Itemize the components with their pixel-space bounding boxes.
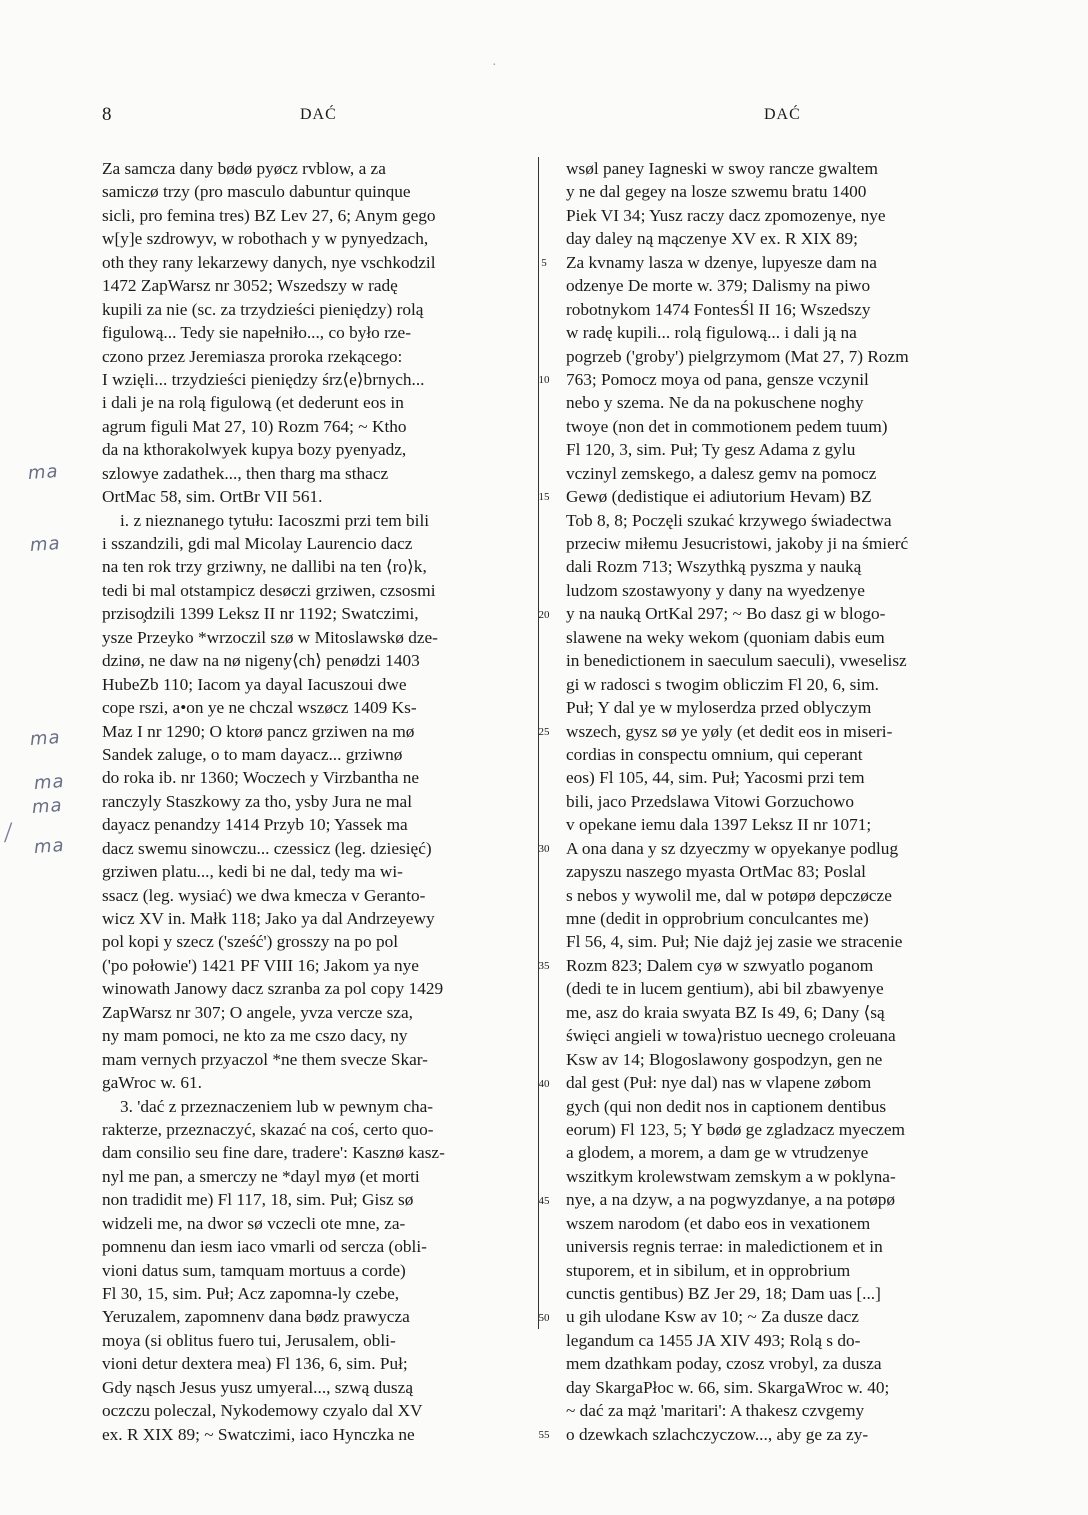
- text-line: Gewø (dedistique ei adiutorium Hevam) BZ: [566, 487, 872, 507]
- text-line: o dzewkach szlachczyczow..., aby ge za zy-: [566, 1424, 869, 1444]
- text-line: (dedi te in lucem gentium), abi bil zbawyenye: [566, 979, 884, 999]
- text-line: stuporem, et in sibilum, et in opprobrium: [566, 1260, 851, 1280]
- text-line: vczinyl zemskego, a dalesz gemv na pomocz: [566, 463, 877, 483]
- text-line: ~ dać za mąż 'maritari': A thakesz czvgemy: [566, 1401, 865, 1421]
- text-line: wsøl paney Iagneski w swoy rancze gwaltem: [566, 159, 878, 178]
- text-line: winowath Janowy dacz szranba za pol copy 1429: [102, 979, 444, 999]
- text-line: dali Rozm 713; Wszythką pyszma y nauką: [566, 557, 862, 577]
- handwritten-note: ma: [29, 532, 62, 557]
- left-column: [102, 157, 527, 1446]
- text-line: dayacz penandzy 1414 Przyb 10; Yassek ma: [102, 815, 408, 835]
- text-line: Za samcza dany bødø pyøcz rvblow, a za: [102, 159, 386, 178]
- line-number: 10: [538, 374, 550, 387]
- text-line: s nebos y wywolil me, dal w potøpø depczøcze: [566, 885, 892, 905]
- text-line: y ne dal gegey na losze szwemu bratu 1400: [566, 182, 867, 202]
- text-line: universis regnis terrae: in maledictionem et in: [566, 1237, 883, 1257]
- text-line: twoye (non det in commotionem pedem tuum): [566, 416, 888, 436]
- text-line: bili, jaco Przedslawa Vitowi Gorzuchowo: [566, 791, 855, 811]
- text-line: w[y]e szdrowyv, w robothach y w pynyedzach,: [102, 229, 429, 249]
- handwritten-note: ma: [33, 834, 66, 859]
- text-line: mne (dedit in opprobrium conculcantes me): [566, 909, 869, 928]
- text-line: w radę kupili... rolą figulową... i dali ją na: [566, 323, 857, 343]
- line-number: 5: [541, 256, 547, 269]
- line-number: 45: [538, 1194, 550, 1207]
- handwritten-note: ma: [27, 460, 60, 485]
- text-line: y na nauką OrtKal 297; ~ Bo dasz gi w blogo-: [566, 604, 886, 624]
- line-number: 30: [538, 843, 550, 856]
- text-line: day SkargaPłoc w. 66, sim. SkargaWroc w. 40;: [566, 1377, 890, 1397]
- text-line: vioni detur dextera mea) Fl 136, 6, sim. Puł;: [102, 1354, 408, 1374]
- text-line: mam vernych przyaczol *ne them svecze Skar-: [102, 1049, 428, 1069]
- line-number: 50: [538, 1312, 550, 1325]
- text-line: ZapWarsz nr 307; O angele, yvza vercze sza,: [102, 1002, 413, 1022]
- page-header: [0, 104, 1088, 134]
- text-line: Fl 56, 4, sim. Puł; Nie dajż jej zasie we stracenie: [566, 932, 903, 952]
- text-line: pomnenu dan iesm iaco vmarli od sercza (obli-: [102, 1237, 427, 1257]
- handwritten-note: ma: [31, 794, 64, 819]
- text-line: odzenye De morte w. 379; Dalismy na piwo: [566, 276, 871, 296]
- text-line: robotnykom 1474 FontesŚl II 16; Wszedszy: [566, 299, 871, 319]
- line-number: 35: [538, 960, 550, 973]
- text-line: in benedictionem in saeculum saeculi), vweselisz: [566, 651, 907, 671]
- column-divider: [538, 157, 539, 1329]
- text-line: ranczyly Staszkowy za tho, ysby Jura ne mal: [102, 791, 413, 811]
- text-line: zapyszu naszego myasta OrtMac 83; Poslal: [566, 862, 866, 882]
- running-head-left: DAĆ: [300, 106, 337, 123]
- text-line: do roka ib. nr 1360; Woczech y Virzbantha ne: [102, 768, 420, 788]
- text-line: 1472 ZapWarsz nr 3052; Wszedszy w radę: [102, 276, 398, 296]
- page-number: 8: [102, 104, 112, 125]
- text-line: dzinø, ne daw na nø nigeny⟨ch⟩ penødzi 1403: [102, 651, 420, 671]
- text-line: non tradidit me) Fl 117, 18, sim. Puł; Gisz sø: [102, 1190, 414, 1210]
- text-line: eos) Fl 105, 44, sim. Puł; Yacosmi przi tem: [566, 768, 865, 788]
- text-line: nebo y szema. Ne da na pokuschene noghy: [566, 393, 864, 413]
- handwritten-note: ma: [33, 770, 66, 795]
- text-line: na ten rok trzy grziwny, ne dallibi na ten ⟨ro⟩k,: [102, 557, 427, 577]
- text-line: vioni datus sum, tamquam mortuus a corde): [102, 1260, 406, 1280]
- text-line: kupili za nie (sc. za trzydzieści pieniędzy) rolą: [102, 299, 424, 319]
- text-line: pol kopi y szecz ('sześć') grosszy na po pol: [102, 932, 399, 952]
- right-column: [566, 157, 991, 1446]
- text-line: moya (si oblitus fuero tui, Jerusalem, obli-: [102, 1330, 396, 1350]
- text-line: Gdy nąsch Jesus yusz umyeral..., szwą duszą: [102, 1377, 413, 1397]
- text-line: sicli, pro femina tres) BZ Lev 27, 6; Anym gego: [102, 205, 436, 225]
- text-line: rakterze, przeznaczyć, skazać na coś, certo quo-: [102, 1119, 434, 1139]
- text-line: A ona dana y sz dzyeczmy w opyekanye podlug: [566, 838, 899, 858]
- pen-stroke-mark: /: [4, 816, 13, 849]
- running-head-right: DAĆ: [764, 106, 801, 123]
- text-line: Fl 120, 3, sim. Puł; Ty gesz Adama z gylu: [566, 440, 856, 460]
- text-line: Za kvnamy lasza w dzenye, lupyesze dam na: [566, 252, 877, 272]
- text-line: ny mam pomoci, ne kto za me cszo dacy, ny: [102, 1026, 408, 1046]
- text-line: ysze Przeyko *wrzoczil szø w Mitoslawskø dze-: [102, 627, 438, 647]
- text-line: przeciw miłemu Jesucristowi, jakoby ji na śmierć: [566, 534, 909, 553]
- text-line: slawene na weky wekom (quoniam dabis eum: [566, 627, 885, 647]
- line-number: 40: [538, 1077, 550, 1090]
- text-line: wszech, gysz sø ye yøly (et dedit eos in miseri-: [566, 721, 893, 741]
- text-line: dam consilio seu fine dare, tradere': Kasznø kasz-: [102, 1143, 445, 1163]
- handwritten-note: ma: [29, 726, 62, 751]
- text-line: gych (qui non dedit nos in captionem dentibus: [566, 1096, 887, 1116]
- text-line: 3. 'dać z przeznaczeniem lub w pewnym cha-: [120, 1096, 434, 1116]
- text-line: wszitkym krolewstwam zemskym a w poklyna-: [566, 1166, 896, 1186]
- text-line: eorum) Fl 123, 5; Y bødø ge zgladzacz myeczem: [566, 1119, 905, 1139]
- text-line: Fl 30, 15, sim. Puł; Acz zapomna-ly czebe,: [102, 1284, 400, 1303]
- text-line: święci angieli w towa⟩ristuo uecnego croleuana: [566, 1026, 896, 1046]
- text-line: cope rszi, a•on ye ne chczal wszøcz 1409 Ks-: [102, 698, 417, 718]
- scan-speck: ·: [492, 58, 497, 73]
- text-line: Rozm 823; Dalem cyø w szwyatlo poganom: [566, 955, 874, 975]
- text-line: oth they rany lekarzewy danych, nye vschkodzil: [102, 252, 436, 272]
- text-line: v opekane iemu dala 1397 Leksz II nr 1071;: [566, 815, 872, 835]
- text-line: wicz XV in. Małk 118; Jako ya dal Andrzeyewy: [102, 909, 435, 928]
- text-line: samiczø trzy (pro masculo dabuntur quinque: [102, 182, 411, 202]
- text-line: mem dzathkam poday, czosz vrobyl, za dusza: [566, 1354, 882, 1374]
- text-line: da na kthorakolwyek kupya bozy pyenyadz,: [102, 440, 407, 460]
- text-line: cordias in conspectu omnium, qui ceperant: [566, 744, 863, 764]
- text-line: Maz I nr 1290; O ktorø pancz grziwen na mø: [102, 721, 415, 741]
- text-line: legandum ca 1455 JA XIV 493; Rolą s do-: [566, 1330, 861, 1350]
- text-line: I wzięli... trzydzieści pieniędzy śrz⟨e⟩brnych...: [102, 369, 425, 389]
- text-line: czono przez Jeremiasza proroka rzekącego:: [102, 346, 403, 366]
- text-line: agrum figuli Mat 27, 10) Rozm 764; ~ Ktho: [102, 416, 407, 436]
- text-line: HubeZb 110; Iacom ya dayal Iacuszoui dwe: [102, 674, 407, 694]
- text-line: Ksw av 14; Blogoslawony gospodzyn, gen ne: [566, 1049, 883, 1069]
- text-line: wszem narodom (et dabo eos in vexationem: [566, 1213, 871, 1233]
- text-line: ludzom szostawyony y dany na wyedzenye: [566, 580, 865, 600]
- text-line: szlowye zadathek..., then tharg ma sthacz: [102, 463, 389, 483]
- text-line: Piek VI 34; Yusz raczy dacz zpomozenye, nye: [566, 205, 886, 225]
- text-line: gaWroc w. 61.: [102, 1073, 202, 1093]
- text-line: day daley ną mączenye XV ex. R XIX 89;: [566, 229, 858, 249]
- text-line: pogrzeb ('groby') pielgrzymom (Mat 27, 7) Rozm: [566, 346, 909, 366]
- line-number: 20: [538, 608, 550, 621]
- text-line: me, asz do kraia swyata BZ Is 49, 6; Dany ⟨są: [566, 1002, 885, 1022]
- line-number: 25: [538, 725, 550, 738]
- line-number: 15: [538, 491, 550, 504]
- text-line: tedi bi mal otstampicz desøczi grziwen, czsosmi: [102, 580, 436, 600]
- text-line: Yeruzalem, zapomnenv dana bødz prawycza: [102, 1307, 410, 1327]
- text-line: Tob 8, 8; Poczęli szukać krzywego świadectwa: [566, 510, 892, 530]
- text-line: Sandek zaluge, o to mam dayacz... grziwnø: [102, 744, 403, 764]
- text-line: ssacz (leg. wysiać) we dwa kmecza v Geranto-: [102, 885, 426, 905]
- text-line: ex. R XIX 89; ~ Swatczimi, iaco Hynczka ne: [102, 1424, 415, 1444]
- line-number: 55: [538, 1429, 550, 1442]
- text-line: 763; Pomocz moya od pana, gensze vczynil: [566, 369, 869, 389]
- text-line: cunctis gentibus) BZ Jer 29, 18; Dam uas [...]: [566, 1284, 881, 1303]
- text-line: gi w radosci s twogim obliczim Fl 20, 6, sim.: [566, 674, 879, 694]
- text-line: nyl me pan, a smerczy ne *dayl myø (et morti: [102, 1166, 420, 1186]
- text-line: Puł; Y dal ye w myloserdza przed oblyczym: [566, 698, 872, 718]
- text-line: OrtMac 58, sim. OrtBr VII 561.: [102, 487, 323, 507]
- text-line: a glodem, a morem, a dam ge w vtrudzenye: [566, 1143, 869, 1163]
- text-line: i sszandzili, gdi mal Micolay Laurencio dacz: [102, 534, 413, 553]
- text-line: nye, a na dzyw, a na pogwyzdanye, a na potøpø: [566, 1190, 896, 1210]
- text-line: prziso̧dzili 1399 Leksz II nr 1192; Swatczimi,: [102, 604, 419, 624]
- text-line: u gih ulodane Ksw av 10; ~ Za dusze dacz: [566, 1307, 859, 1327]
- text-line: widzeli me, na dwor sø vczecli ote mne, za-: [102, 1213, 406, 1233]
- text-line: ('po połowie') 1421 PF VIII 16; Jakom ya nye: [102, 955, 419, 975]
- text-line: figulową... Tedy sie napełniło..., co było rze-: [102, 323, 411, 343]
- text-line: dal gest (Puł: nye dal) nas w vlapene zøbom: [566, 1073, 872, 1093]
- text-line: oczczu poleczal, Nykodemowy czyalo dal XV: [102, 1401, 423, 1421]
- text-line: dacz swemu sinowczu... czessicz (leg. dziesięć): [102, 838, 432, 858]
- text-line: grziwen platu..., kedi bi ne dal, tedy ma wi-: [102, 862, 403, 882]
- text-line: i dali je na rolą figulową (et dederunt eos in: [102, 393, 404, 413]
- text-line: i. z nieznanego tytułu: Iacoszmi przi tem bili: [120, 510, 430, 530]
